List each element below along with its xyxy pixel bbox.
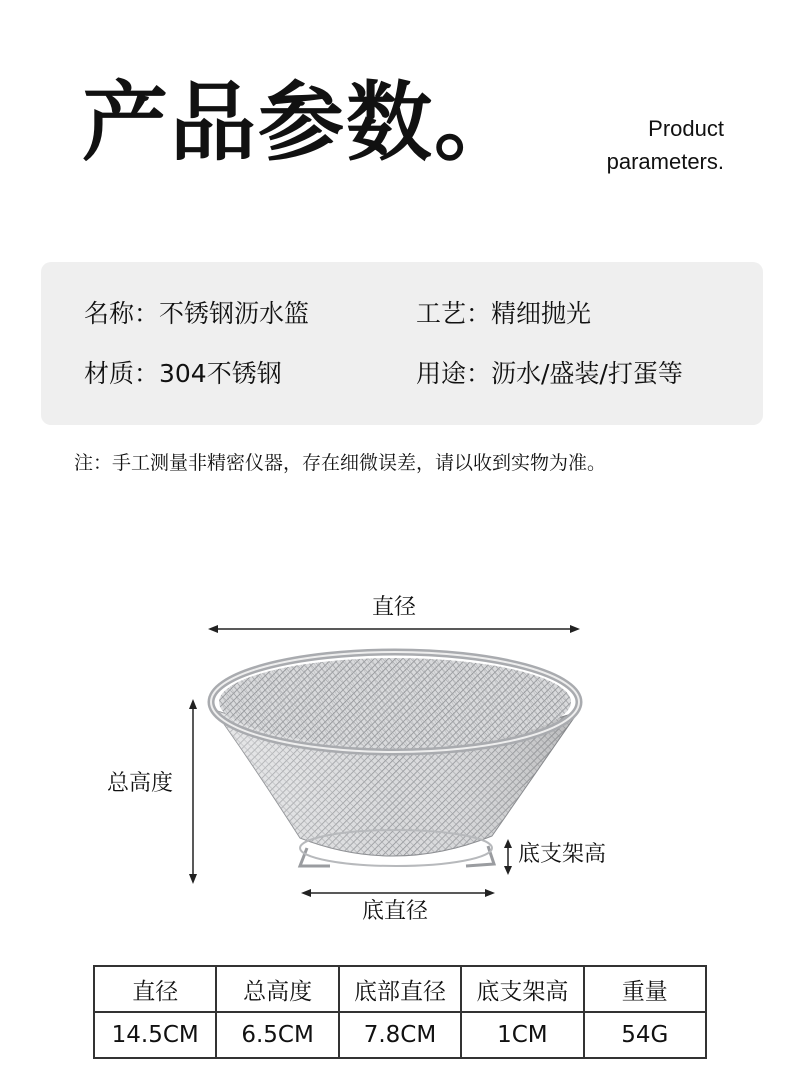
strainer-basket-image — [211, 652, 579, 866]
diameter-arrow — [208, 625, 580, 633]
header-total-height: 总高度 — [216, 966, 338, 1012]
page-title: 产品参数。 — [82, 73, 522, 173]
base-diameter-label: 底直径 — [362, 899, 429, 924]
value-base-diameter: 7.8CM — [339, 1012, 461, 1058]
value-diameter: 14.5CM — [94, 1012, 216, 1058]
spec-name: 名称：不锈钢沥水篮 — [84, 299, 310, 328]
spec-usage: 用途：沥水/盛装/打蛋等 — [416, 359, 683, 388]
measurement-note: 注：手工测量非精密仪器，存在细微误差，请以收到实物为准。 — [74, 452, 607, 474]
value-weight: 54G — [584, 1012, 706, 1058]
subtitle-line-1: Product — [648, 116, 724, 141]
total-height-arrow — [189, 699, 197, 884]
stand-height-label: 底支架高 — [518, 842, 607, 867]
header-stand-height: 底支架高 — [461, 966, 583, 1012]
table-header-row — [94, 966, 706, 1012]
value-stand-height: 1CM — [461, 1012, 583, 1058]
table-row — [94, 1012, 706, 1058]
parameter-table — [93, 965, 707, 1059]
spec-craft: 工艺：精细抛光 — [416, 299, 592, 328]
header-weight: 重量 — [584, 966, 706, 1012]
subtitle-line-2: parameters. — [606, 149, 724, 174]
header-diameter: 直径 — [94, 966, 216, 1012]
total-height-label: 总高度 — [107, 771, 174, 796]
spec-material: 材质：304不锈钢 — [84, 359, 282, 388]
value-total-height: 6.5CM — [216, 1012, 338, 1058]
diameter-label: 直径 — [372, 595, 417, 620]
header-base-diameter: 底部直径 — [339, 966, 461, 1012]
stand-height-arrow — [504, 839, 512, 875]
base-diameter-arrow — [301, 889, 495, 897]
